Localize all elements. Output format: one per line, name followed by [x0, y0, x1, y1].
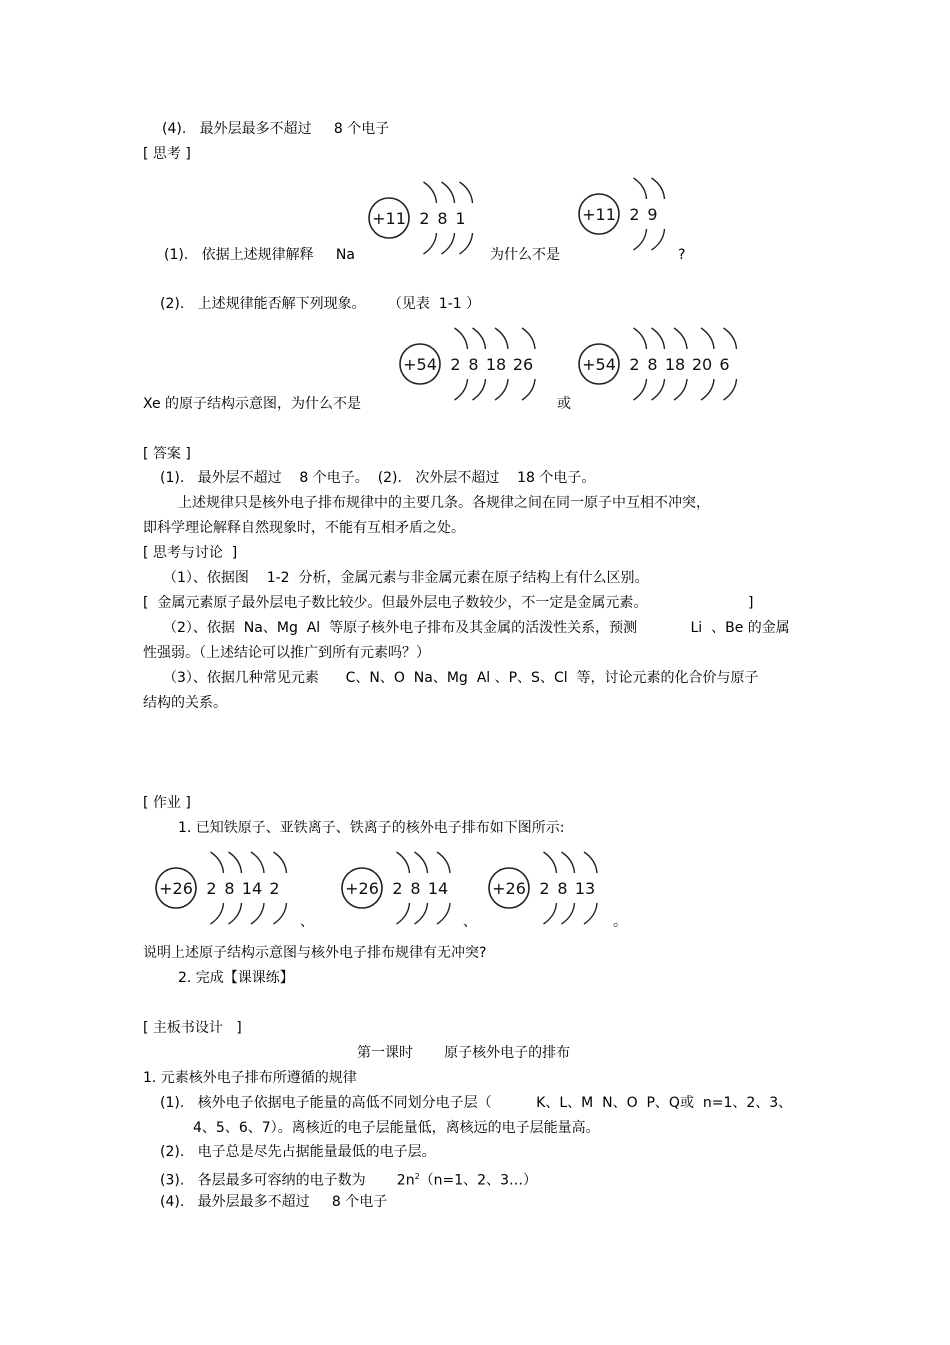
shell-arc-upper — [211, 852, 224, 873]
answer-line-2: 上述规律只是核外电子排布规律中的主要几条。各规律之间在同一原子中互相不冲突， — [178, 495, 710, 511]
shell-arc-upper — [415, 852, 428, 873]
board-heading: [ 主板书设计 ] — [143, 1020, 242, 1036]
shell-arc-lower — [724, 379, 737, 400]
shell-arc-upper — [460, 182, 473, 203]
shell-arc-lower — [495, 379, 508, 400]
shell-arc-lower — [473, 379, 486, 400]
board-rule-1-line-1: (1). 核外电子依据电子能量的高低不同划分电子层（ K、L、M N、O P、Q或 n=1、2、3、 — [160, 1095, 793, 1111]
answer-line-1: (1). 最外层不超过 8 个电子。 (2). 次外层不超过 18 个电子。 — [160, 470, 596, 486]
question-1-end: ? — [678, 247, 686, 263]
shell-arc-lower — [652, 229, 665, 250]
shell-electron-count: 8 — [557, 879, 568, 898]
shell-arc-lower — [455, 379, 468, 400]
nucleus-charge: +26 — [159, 879, 193, 898]
homework-item-2: 2. 完成【课课练】 — [178, 970, 294, 986]
nucleus-charge: +11 — [582, 205, 616, 224]
shell-arc-upper — [562, 852, 575, 873]
shell-electron-count: 2 — [269, 879, 280, 898]
shell-electron-count: 9 — [647, 205, 658, 224]
board-rule-4: (4). 最外层最多不超过 8 个电子 — [160, 1194, 388, 1210]
shell-arc-lower — [424, 233, 437, 254]
xe-diagram-a — [396, 322, 561, 406]
shell-arc-lower — [652, 379, 665, 400]
shell-arc-upper — [274, 852, 287, 873]
answer-heading: [ 答案 ] — [143, 446, 191, 462]
shell-arc-upper — [674, 328, 687, 349]
board-rule-3 — [160, 1168, 537, 1190]
discussion-heading: [ 思考与讨论 ] — [143, 545, 238, 561]
homework-question: 说明上述原子结构示意图与核外电子排布规律有无冲突? — [143, 945, 487, 961]
shell-arc-lower — [251, 903, 264, 924]
fe3-ion-diagram — [485, 846, 615, 930]
shell-arc-lower — [584, 903, 597, 924]
na-wrong-diagram — [575, 174, 675, 254]
shell-arc-upper — [652, 328, 665, 349]
shell-electron-count: 14 — [241, 879, 263, 898]
shell-electron-count: 2 — [392, 879, 403, 898]
shell-arc-lower — [701, 379, 714, 400]
shell-arc-upper — [652, 178, 665, 199]
shell-arc-lower — [522, 379, 535, 400]
shell-electron-count: 20 — [691, 355, 713, 374]
shell-electron-count: 2 — [419, 209, 430, 228]
shell-electron-count: 13 — [574, 879, 596, 898]
shell-arc-lower — [274, 903, 287, 924]
shell-arc-upper — [455, 328, 468, 349]
discussion-3-line-2: 结构的关系。 — [143, 695, 227, 711]
board-rule-2: (2). 电子总是尽先占据能量最低的电子层。 — [160, 1144, 436, 1160]
shell-arc-upper — [634, 178, 647, 199]
separator-2: 、 — [463, 914, 477, 930]
shell-electron-count: 8 — [410, 879, 421, 898]
question-1: (1). 依据上述规律解释 Na — [164, 247, 355, 263]
nucleus-charge: +54 — [403, 355, 437, 374]
shell-arc-lower — [674, 379, 687, 400]
shell-electron-count: 8 — [468, 355, 479, 374]
shell-arc-upper — [522, 328, 535, 349]
board-section-1: 1. 元素核外电子排布所遵循的规律 — [143, 1070, 357, 1086]
shell-arc-upper — [397, 852, 410, 873]
shell-electron-count: 1 — [455, 209, 466, 228]
shell-electron-count: 8 — [224, 879, 235, 898]
board-rule-3-exponent: 2 — [414, 1172, 420, 1181]
shell-arc-lower — [460, 233, 473, 254]
or-text: 或 — [557, 396, 571, 412]
shell-arc-upper — [544, 852, 557, 873]
separator-1: 、 — [300, 914, 314, 930]
shell-electron-count: 18 — [485, 355, 507, 374]
shell-electron-count: 14 — [427, 879, 449, 898]
board-rule-3-text: (3). 各层最多可容纳的电子数为 2n — [160, 1172, 415, 1189]
shell-electron-count: 2 — [629, 355, 640, 374]
shell-arc-upper — [229, 852, 242, 873]
shell-arc-lower — [442, 233, 455, 254]
shell-electron-count: 26 — [512, 355, 534, 374]
shell-arc-upper — [584, 852, 597, 873]
answer-line-3: 即科学理论解释自然现象时，不能有互相矛盾之处。 — [143, 520, 465, 536]
question-2: (2). 上述规律能否解下列现象。 （见表 1-1 ） — [160, 296, 481, 312]
shell-arc-lower — [634, 229, 647, 250]
nucleus-charge: +26 — [492, 879, 526, 898]
discussion-1-answer-close: ] — [748, 595, 754, 611]
shell-arc-lower — [397, 903, 410, 924]
think-heading: [ 思考 ] — [143, 146, 191, 162]
nucleus-charge: +54 — [582, 355, 616, 374]
shell-arc-upper — [473, 328, 486, 349]
homework-heading: [ 作业 ] — [143, 795, 191, 811]
shell-arc-lower — [634, 379, 647, 400]
shell-electron-count: 2 — [206, 879, 217, 898]
nucleus-charge: +11 — [372, 209, 406, 228]
shell-electron-count: 8 — [647, 355, 658, 374]
board-rule-1-line-2: 4、5、6、7）。离核近的电子层能量低，离核远的电子层能量高。 — [193, 1120, 600, 1136]
shell-arc-upper — [442, 182, 455, 203]
shell-arc-upper — [634, 328, 647, 349]
shell-electron-count: 8 — [437, 209, 448, 228]
shell-arc-lower — [229, 903, 242, 924]
shell-arc-lower — [415, 903, 428, 924]
na-correct-diagram — [365, 178, 485, 258]
shell-arc-upper — [724, 328, 737, 349]
discussion-2-line-1: （2）、依据 Na、Mg Al 等原子核外电子排布及其金属的活泼性关系，预测 Li 、Be 的金属 — [163, 620, 790, 636]
shell-electron-count: 2 — [450, 355, 461, 374]
fe2-ion-diagram — [338, 846, 468, 930]
xe-question: Xe 的原子结构示意图，为什么不是 — [143, 396, 362, 412]
shell-arc-lower — [544, 903, 557, 924]
shell-arc-lower — [437, 903, 450, 924]
fe-atom-diagram — [152, 846, 302, 930]
board-title: 第一课时 原子核外电子的排布 — [357, 1045, 571, 1061]
homework-item-1: 1. 已知铁原子、亚铁离子、铁离子的核外电子排布如下图所示: — [178, 820, 565, 836]
shell-arc-upper — [701, 328, 714, 349]
shell-arc-lower — [211, 903, 224, 924]
shell-electron-count: 18 — [664, 355, 686, 374]
shell-electron-count: 2 — [629, 205, 640, 224]
question-1-why-not: 为什么不是 — [490, 247, 560, 263]
shell-arc-upper — [251, 852, 264, 873]
end-mark: 。 — [613, 914, 627, 930]
shell-electron-count: 2 — [539, 879, 550, 898]
board-rule-3-range: （n=1、2、3…） — [419, 1172, 537, 1189]
discussion-3-line-1: （3）、依据几种常见元素 C、N、O Na、Mg Al 、P、S、Cl 等，讨论元素的化合价与原子 — [163, 670, 759, 686]
shell-arc-upper — [424, 182, 437, 203]
discussion-1-answer: [ 金属元素原子最外层电子数比较少。但最外层电子数较少，不一定是金属元素。 — [143, 595, 648, 611]
discussion-2-line-2: 性强弱。（上述结论可以推广到所有元素吗？） — [143, 645, 430, 661]
shell-electron-count: 6 — [719, 355, 730, 374]
nucleus-charge: +26 — [345, 879, 379, 898]
shell-arc-upper — [495, 328, 508, 349]
shell-arc-lower — [562, 903, 575, 924]
xe-diagram-b — [575, 322, 760, 406]
discussion-1: （1）、依据图 1-2 分析，金属元素与非金属元素在原子结构上有什么区别。 — [163, 570, 649, 586]
rule-4-top: (4). 最外层最多不超过 8 个电子 — [162, 121, 390, 137]
shell-arc-upper — [437, 852, 450, 873]
